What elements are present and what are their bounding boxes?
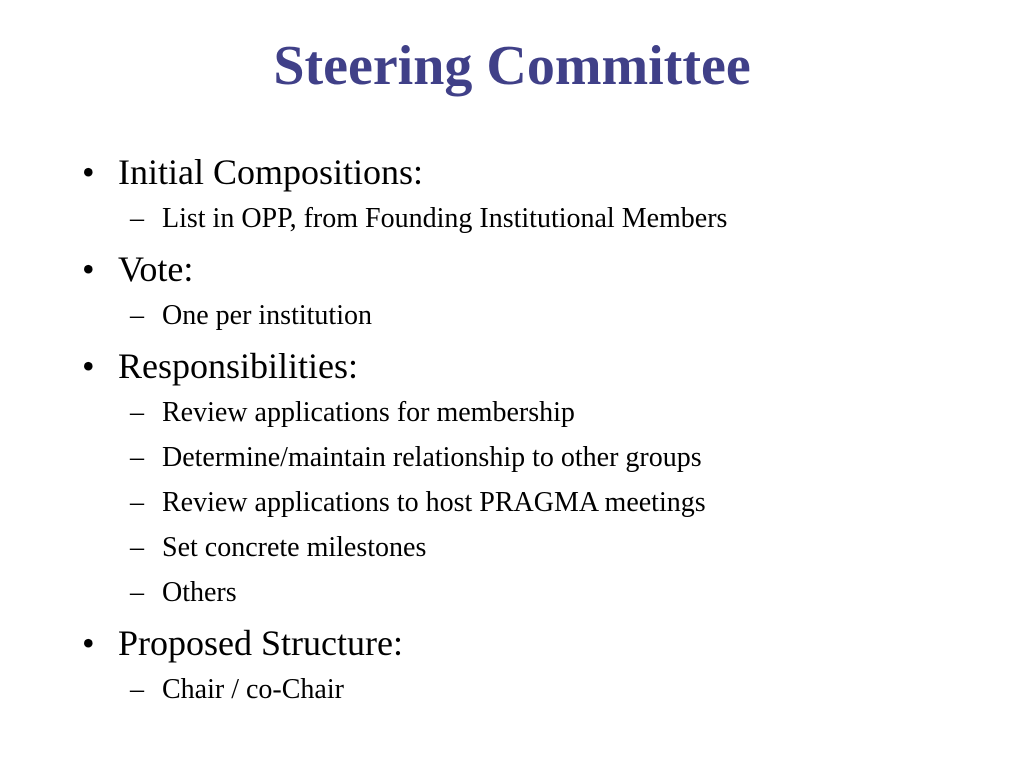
sub-text: Set concrete milestones xyxy=(162,532,427,563)
bullet-marker: • xyxy=(82,346,95,386)
sub-marker: – xyxy=(130,397,144,428)
sub-text: Determine/maintain relationship to other groups xyxy=(162,442,702,473)
sub-text: List in OPP, from Founding Institutional Members xyxy=(162,203,728,234)
sub-marker: – xyxy=(130,487,144,518)
sub-text: Review applications for membership xyxy=(162,397,575,428)
bullet-marker: • xyxy=(82,249,95,289)
sub-marker: – xyxy=(130,577,144,608)
sub-list xyxy=(118,196,974,241)
bullet-item xyxy=(74,247,974,338)
sub-marker: – xyxy=(130,442,144,473)
sub-item xyxy=(118,196,974,241)
sub-item xyxy=(118,435,974,480)
sub-item xyxy=(118,480,974,525)
sub-marker: – xyxy=(130,674,144,705)
sub-list xyxy=(118,293,974,338)
bullet-item xyxy=(74,150,974,241)
sub-marker: – xyxy=(130,203,144,234)
bullet-list xyxy=(74,150,974,712)
sub-item xyxy=(118,667,974,712)
bullet-text: Initial Compositions: xyxy=(118,152,424,192)
sub-text: One per institution xyxy=(162,300,372,331)
slide-title: Steering Committee xyxy=(273,35,751,97)
sub-item xyxy=(118,525,974,570)
bullet-text: Vote: xyxy=(118,249,194,289)
sub-marker: – xyxy=(130,300,144,331)
bullet-marker: • xyxy=(82,152,95,192)
bullet-text: Proposed Structure: xyxy=(118,623,403,663)
sub-text: Chair / co-Chair xyxy=(162,674,344,705)
sub-item xyxy=(118,390,974,435)
sub-list xyxy=(118,390,974,615)
bullet-item xyxy=(74,344,974,615)
sub-list xyxy=(118,667,974,712)
sub-text: Review applications to host PRAGMA meetings xyxy=(162,487,706,518)
bullet-marker: • xyxy=(82,623,95,663)
bullet-item xyxy=(74,621,974,712)
bullet-text: Responsibilities: xyxy=(118,346,359,386)
sub-text: Others xyxy=(162,577,237,608)
sub-marker: – xyxy=(130,532,144,563)
sub-item xyxy=(118,293,974,338)
sub-item xyxy=(118,570,974,615)
